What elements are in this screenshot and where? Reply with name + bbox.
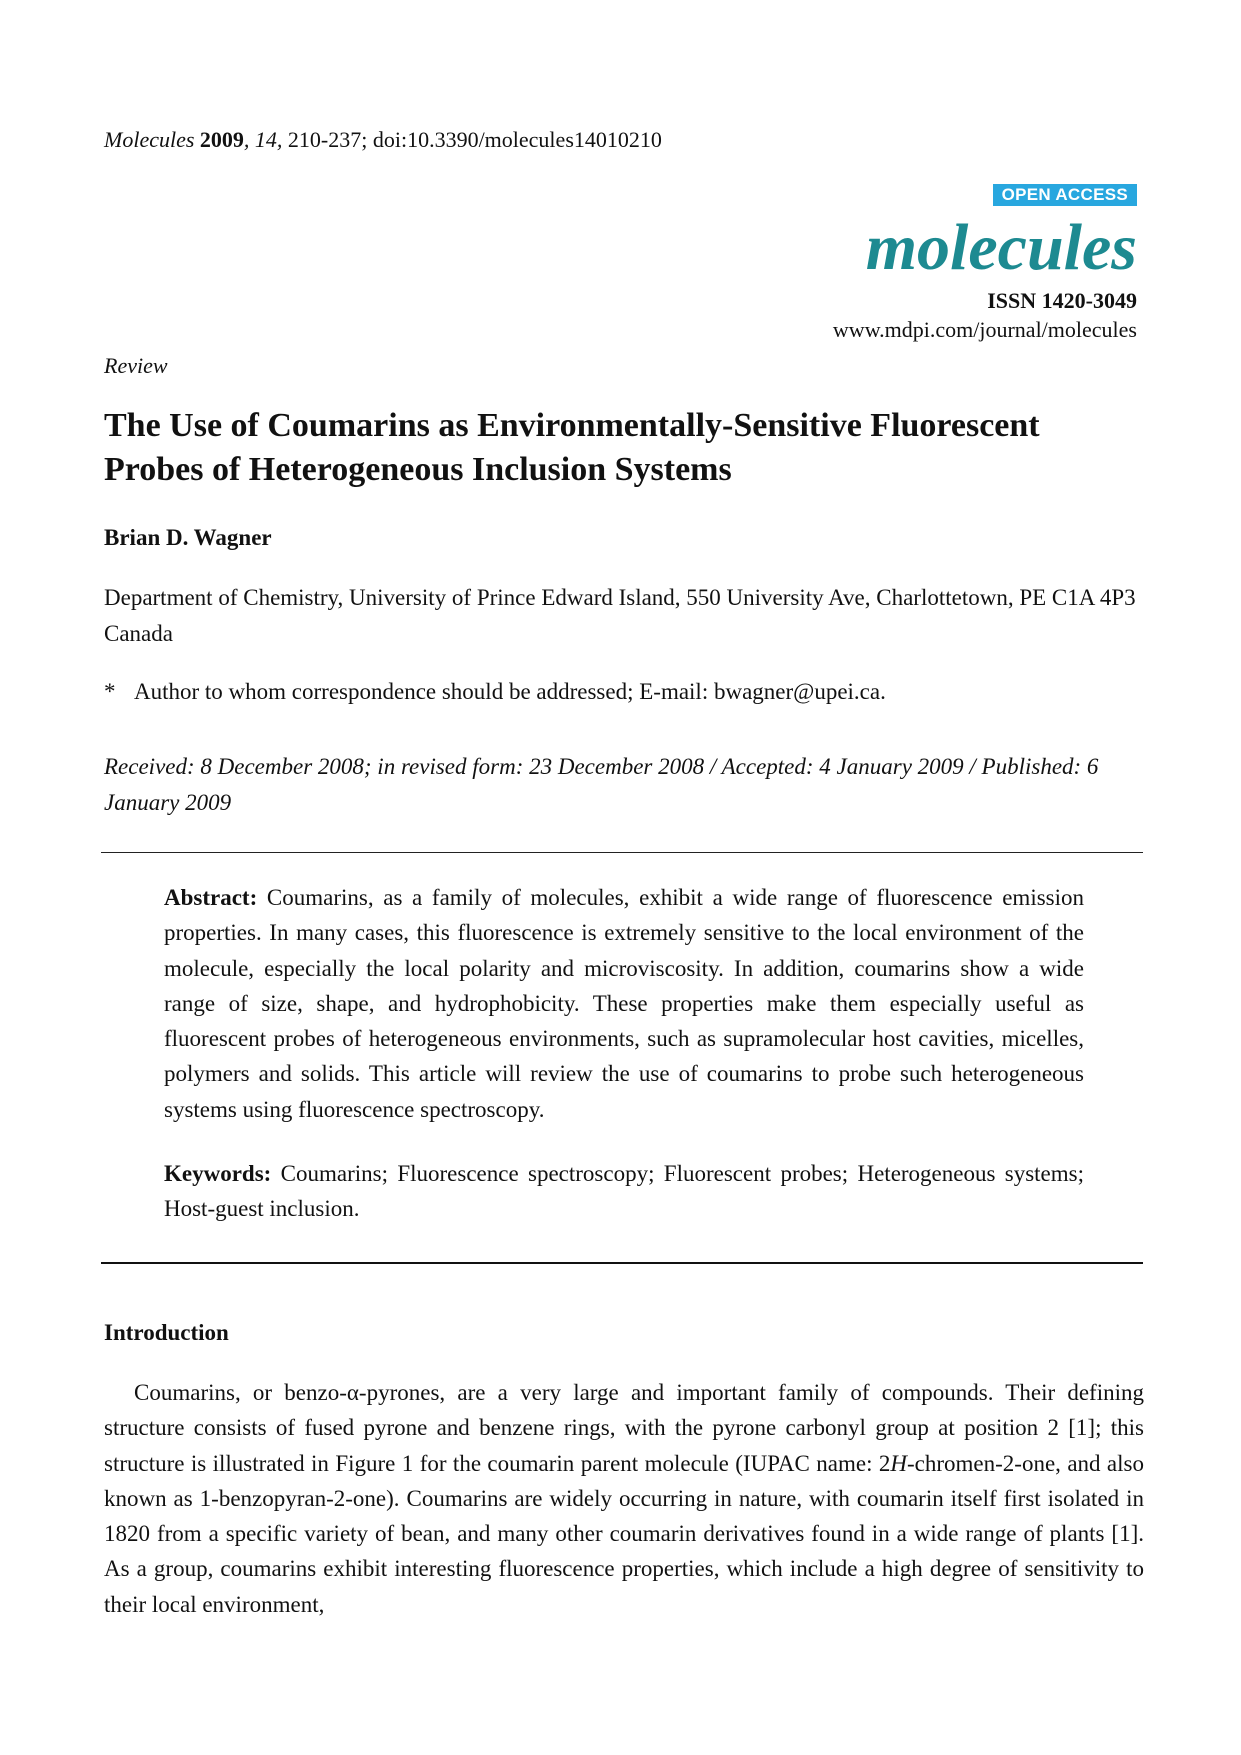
bottom-divider: [101, 1262, 1143, 1264]
article-title: The Use of Coumarins as Environmentally-Sensitive Fluorescent Probes of Heterogeneous Inclusion Systems: [104, 407, 1040, 488]
intro-text-part2: -chromen-2-one, and also known as 1-benzopyran-2-one). Coumarins are widely occurring in nature, with coumarin itself first isolated in 1820 from a specific variety of bean, and many other coumarin derivatives found in a wide range of plants [1]. As a group, coumarins exhibit interesting fluorescence properties, which include a high degree of sensitivity to their local environment,: [104, 1450, 1144, 1617]
issn: ISSN 1420-3049: [987, 288, 1137, 313]
top-divider: [101, 852, 1143, 853]
keywords-text: Coumarins; Fluorescence spectroscopy; Fluorescent probes; Heterogeneous systems; Host-guest inclusion.: [164, 1161, 1084, 1221]
citation-pages-doi: 210-237; doi:10.3390/molecules14010210: [282, 127, 662, 152]
abstract-label: Abstract:: [164, 885, 258, 910]
section-heading-introduction: Introduction: [104, 1320, 229, 1345]
citation-year: 2009: [199, 127, 244, 152]
article-type: Review: [104, 353, 168, 378]
publication-dates: Received: 8 December 2008; in revised form: 23 December 2008 / Accepted: 4 January 2009 / Published: 6 January 2009: [104, 754, 1099, 815]
citation-volume-sep: ,: [243, 127, 255, 152]
journal-logo: molecules: [865, 211, 1137, 284]
intro-text-part1: Coumarins, or benzo-α-pyrones, are a very large and important family of compounds. Their defining structure consists of fused pyrone and benzene rings, with the pyrone carbonyl group at position 2 [1]; this structure is illustrated in Figure 1 for the coumarin parent molecule (IUPAC name: 2: [104, 1380, 1144, 1476]
intro-italic-h: H: [890, 1450, 907, 1476]
abstract: [164, 880, 1084, 1127]
journal-citation: [104, 126, 662, 154]
author-affiliation: Department of Chemistry, University of Prince Edward Island, 550 University Ave, Charlottetown, PE C1A 4P3 Canada: [104, 585, 1136, 646]
correspondence-text: Author to whom correspondence should be addressed; E-mail: bwagner@upei.ca.: [134, 679, 886, 704]
correspondence-marker: *: [104, 679, 116, 704]
journal-url: www.mdpi.com/journal/molecules: [832, 317, 1137, 342]
citation-journal: Molecules: [104, 127, 195, 152]
abstract-text: Coumarins, as a family of molecules, exhibit a wide range of fluorescence emission properties. In many cases, this fluorescence is extremely sensitive to the local environment of the molecule, especially the local polarity and microviscosity. In addition, coumarins show a wide range of size, shape, and hydrophobicity. These properties make them especially useful as fluorescent probes of heterogeneous environments, such as supramolecular host cavities, micelles, polymers and solids. This article will review the use of coumarins to probe such heterogeneous systems using fluorescence spectroscopy.: [164, 885, 1084, 1122]
open-access-badge: OPEN ACCESS: [993, 184, 1137, 206]
keywords: [164, 1156, 1084, 1226]
author-name: Brian D. Wagner: [104, 525, 272, 550]
keywords-label: Keywords:: [164, 1161, 272, 1186]
correspondence-note: [104, 677, 886, 707]
citation-volume: 14,: [254, 127, 283, 152]
introduction-paragraph: [104, 1375, 1144, 1622]
